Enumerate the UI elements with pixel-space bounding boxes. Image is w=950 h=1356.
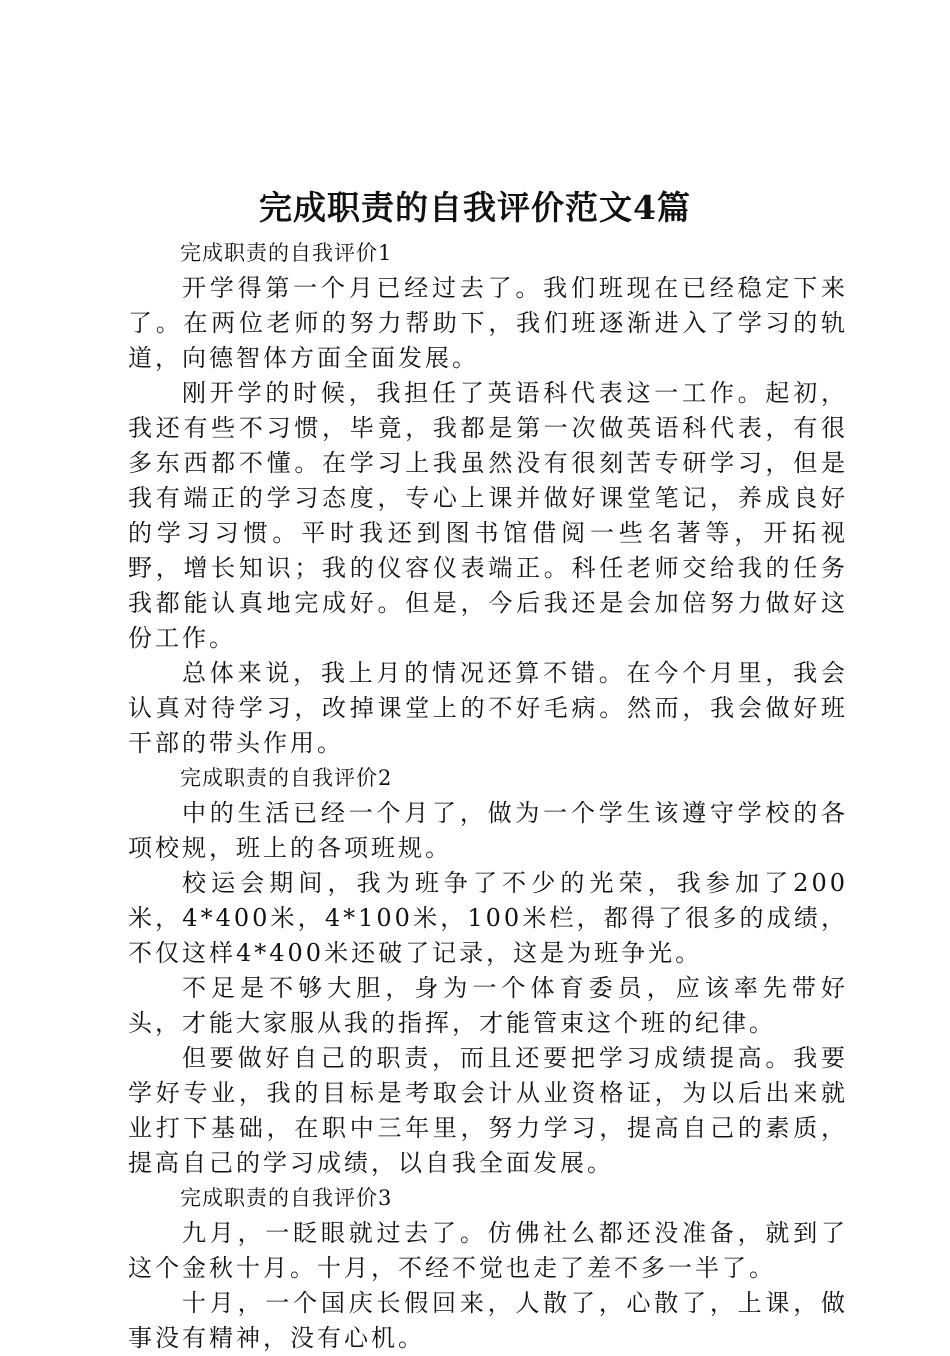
paragraph: 校运会期间，我为班争了不少的光荣，我参加了200米，4*400米，4*100米，100米栏，都得了很多的成绩，不仅这样4*400米还破了记录，这是为班争光。	[128, 869, 848, 967]
section-heading-1: 完成职责的自我评价1	[180, 241, 393, 265]
paragraph: 不足是不够大胆，身为一个体育委员，应该率先带好头，才能大家服从我的指挥，才能管束这个班的纪律。	[128, 974, 848, 1037]
paragraph: 但要做好自己的职责，而且还要把学习成绩提高。我要学好专业，我的目标是考取会计从业资格证，为以后出来就业打下基础，在职中三年里，努力学习，提高自己的素质，提高自己的学习成绩，以自我全面发展。	[128, 1044, 848, 1177]
paragraph: 开学得第一个月已经过去了。我们班现在已经稳定下来了。在两位老师的努力帮助下，我们班逐渐进入了学习的轨道，向德智体方面全面发展。	[128, 274, 848, 372]
section-heading-2: 完成职责的自我评价2	[180, 766, 393, 790]
paragraph: 刚开学的时候，我担任了英语科代表这一工作。起初，我还有些不习惯，毕竟，我都是第一次做英语科代表，有很多东西都不懂。在学习上我虽然没有很刻苦专研学习，但是我有端正的学习态度，专心上课并做好课堂笔记，养成良好的学习习惯。平时我还到图书馆借阅一些名著等，开拓视野，增长知识；我的仪容仪表端正。科任老师交给我的任务我都能认真地完成好。但是，今后我还是会加倍努力做好这份工作。	[128, 379, 848, 652]
document-title: 完成职责的自我评价范文4篇	[259, 188, 691, 227]
paragraph: 总体来说，我上月的情况还算不错。在今个月里，我会认真对待学习，改掉课堂上的不好毛病。然而，我会做好班干部的带头作用。	[128, 659, 848, 757]
section-heading-3: 完成职责的自我评价3	[180, 1186, 393, 1210]
document-body	[128, 236, 848, 1356]
paragraph: 中的生活已经一个月了，做为一个学生该遵守学校的各项校规，班上的各项班规。	[128, 799, 848, 862]
paragraph: 十月，一个国庆长假回来，人散了，心散了，上课，做事没有精神，没有心机。	[128, 1289, 848, 1352]
paragraph: 九月，一眨眼就过去了。仿佛社么都还没准备，就到了这个金秋十月。十月，不经不觉也走了差不多一半了。	[128, 1219, 848, 1282]
